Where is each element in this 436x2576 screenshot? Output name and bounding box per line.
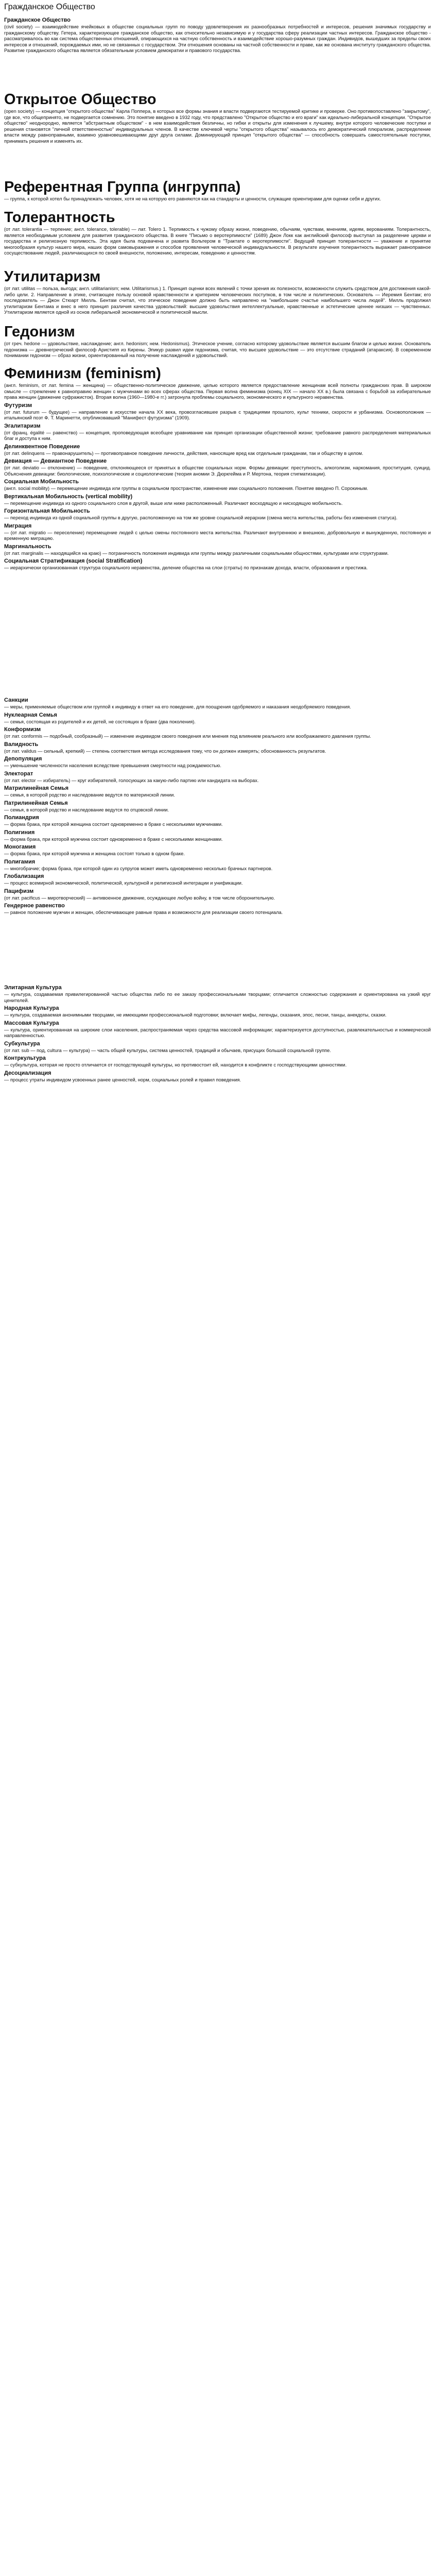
term-heading: Моногамия	[4, 844, 36, 850]
section-4	[0, 268, 436, 325]
section-5	[0, 323, 436, 366]
term-heading: Электорат	[4, 770, 33, 777]
paragraph: — культура, создаваемая привилегированной частью общества либо по ее заказу профессиональными творцами; отличается сложностью содержания и ориентирована на узкий круг ценителей.	[4, 992, 431, 1003]
term-heading: Горизонтальная Мобильность	[4, 508, 90, 514]
paragraph: (от франц. égalité — равенство) — концепция, проповедующая всеобщее уравнивание как принцип организации общественной жизни; требование равного распределения материальных благ и доступа к ним.	[4, 430, 431, 441]
paragraph: — меры, применяемые обществом или группой к индивиду в ответ на его поведение, для поощрения одобряемого и наказания неодобряемого поведения.	[4, 704, 351, 709]
term-heading: Пацифизм	[4, 888, 34, 894]
term-heading: Вертикальная Мобильность (vertical mobility)	[4, 493, 133, 500]
term-heading: Контркультура	[4, 1055, 46, 1061]
paragraph: — переход индивида из одной социальной группы в другую, расположенную на том же уровне социальной иерархии (смена места жительства, работы без изменения статуса).	[4, 515, 398, 520]
paragraph: (open society) — концепция "открытого общества" Карла Поппера, в которых все формы знания и власти подвергаются тестируемой критике и проверке. Оно противопоставлено "закрытому", где все, что общепринято, не подвергается сомнению. Это понятие введено в 1932 году, что представлено "Открытое общество и его враги" как идеально-либеральной концепции. "Открытое общество" неоднородно, является "абстрактным обществом" - в нем взаимодействия безличны, но гибки и открыты для изменения к лучшему, внутри которого человеческие поступки и решения становятся "личной ответственностью" индивидуальных членов. В качестве ключевой черты "открытого общества" называлось его демократический плюрализм, распределение власти между равноправными, взаимно уравновешивающими друг друга силами. Доминирующий принцип "открытого общества" — способность совершать самостоятельные поступки, принимать решения и изменять их.	[4, 109, 431, 144]
term-heading: Субкультура	[4, 1040, 40, 1047]
term-heading: Социальная Мобильность	[4, 479, 79, 485]
paragraph: — культура, ориентированная на широкие слои населения, распространяемая через средства массовой информации; характеризуется доступностью, развлекательностью и коммерческой направленностью.	[4, 1027, 431, 1038]
term-heading: Делинквентное Поведение	[4, 443, 80, 450]
paragraph: (от лат. sub — под, cultura — культура) — часть общей культуры, система ценностей, традиций и обычаев, присущих большой социальной группе.	[4, 1047, 331, 1053]
term-heading: Массовая Культура	[4, 1020, 59, 1026]
term-heading: Санкции	[4, 697, 28, 703]
paragraph: (от лат. validus — сильный, крепкий) — степень соответствия метода исследования тому, что он должен измерять; обоснованность результатов.	[4, 748, 326, 754]
paragraph: (от лат. tolerantia — терпение; англ. tolerance, tolerable) — лат. Tolero 1. Терпимость к чужому образу жизни, поведению, обычаям, чувствам, мнениям, идеям, верованиям. Толерантность, является необходимым условием для развития гражданского общества. В книге "Письмо о веротерпимости" (1689) Джон Локк как английский философ выступал за разделение церкви и государства и религиозную терпимость. Эта идея была подхвачена и развита Вольтером в "Трактате о веротерпимости". Ведущий принцип толерантности — уважение и принятие многообразия культур нашего мира, наших форм самовыражения и способов проявления человеческой индивидуальности. В результате изучения толерантность выражает равноправное сосуществование людей, различающихся по своей внешности, положению, интересам, поведению и ценностям.	[4, 227, 431, 256]
paragraph: (от лат. elector — избиратель) — круг избирателей, голосующих за какую-либо партию или кандидата на выборах.	[4, 777, 259, 783]
section-heading: Толерантность	[4, 209, 115, 226]
section-heading: Утилитаризм	[4, 268, 101, 285]
paragraph: (от лат. conformis — подобный, сообразный) — изменение индивидом своего поведения или мнения под влиянием реального или воображаемого давления группы.	[4, 734, 371, 739]
paragraph: — семья, в которой родство и наследование ведутся по отцовской линии.	[4, 807, 169, 812]
term-heading: Миграция	[4, 522, 32, 529]
term-heading: Элитарная Культура	[4, 985, 62, 991]
term-heading: Футуризм	[4, 402, 32, 409]
paragraph: — форма брака, при которой женщина состоит одновременно в браке с несколькими мужчинами.	[4, 822, 223, 827]
paragraph: — форма брака, при которой мужчина состоит одновременно в браке с несколькими женщинами.	[4, 836, 223, 842]
term-heading: Гражданское Общество	[4, 17, 71, 23]
paragraph: (от лат. utilitas — польза, выгода; англ. utilitarianism; нем. Utilitarismus.) 1. Принцип оценки всех явлений с точки зрения их полезности, возможности служить средством для достижения какой-либо цели. 2. Направление в этике, считающее пользу основой нравственности и критерием человеческих поступков, в том числе и политических. Основатель — Иеремия Бентам; его последователь — Джон Стюарт Милль. Бентам считал, что этическое поведение должно быть направлено на "наибольшее счастье наибольшего числа людей". Милль продолжил утилитаризм Бентама и внес в него принцип различия качества удовольствий: высшие удовольствия интеллектуальные, нравственные и эстетические ценнее низших — чувственных. Утилитаризм является одной из основ либеральной экономической и политической мысли.	[4, 286, 431, 315]
paragraph: (от лат. pacificus — миротворческий) — антивоенное движение, осуждающее любую войну, в том числе оборонительную.	[4, 895, 275, 901]
paragraph: — иерархически организованная структура социального неравенства, деление общества на слои (страты) по признакам дохода, власти, образования и престижа.	[4, 565, 368, 570]
section-6	[0, 365, 436, 699]
section-heading: Гедонизм	[4, 324, 75, 340]
paragraph: — процесс всемирной экономической, политической, культурной и религиозной интеграции и унификации.	[4, 880, 243, 886]
paragraph: — равное положение мужчин и женщин, обеспечивающее равные права и возможности для реализации своего потенциала.	[4, 910, 283, 915]
paragraph: (от лат. futurum — будущее) — направление в искусстве начала XX века, провозгласившее разрыв с традициями прошлого, культ техники, скорости и урбанизма. Основоположник — итальянский поэт Ф. Т. Маринетти, опубликовавший "Манифест футуризма" (1909).	[4, 409, 431, 420]
term-heading: Глобализация	[4, 873, 44, 879]
paragraph: — (от лат. migratio — переселение) перемещение людей с целью смены постоянного места жительства. Различают внутреннюю и внешнюю, добровольную и вынужденную, постоянную и временную миграцию.	[4, 530, 431, 541]
term-heading: Девиация — Девиантное Поведение	[4, 458, 107, 464]
term-heading: Народная Культура	[4, 1005, 59, 1011]
term-heading: Патрилинейная Семья	[4, 800, 68, 806]
term-heading: Эгалитаризм	[4, 422, 41, 429]
paragraph: (от греч. hedone — удовольствие, наслаждение; англ. hedonism; нем. Hedonismus). Этическое учение, согласно которому удовольствие является высшим благом и целью жизни. Основатель гедонизма — древнегреческий философ Аристипп из Кирены. Эпикур развил идеи гедонизма, считая, что высшее удовольствие — это отсутствие страданий (атараксия). В современном понимании гедонизм — образ жизни, ориентированный на получение наслаждений и удовольствий.	[4, 341, 431, 358]
term-heading: Полигамия	[4, 858, 36, 865]
section-8	[0, 984, 436, 1122]
section-heading: Открытое Общество	[4, 91, 156, 108]
paragraph: (от лат. marginalis — находящийся на краю) — пограничность положения индивида или группы между различными социальными общностями, культурами или структурами.	[4, 550, 389, 556]
section-3	[0, 209, 436, 269]
paragraph: — семья, состоящая из родителей и их детей, не состоящих в браке (два поколения).	[4, 719, 196, 724]
paragraph: (англ. social mobility) — перемещение индивида или группы в социальном пространстве, изменение ими социального положения. Понятие введено П. Сорокиным.	[4, 486, 369, 491]
paragraph: — семья, в которой родство и наследование ведутся по материнской линии.	[4, 792, 175, 798]
term-heading: Матрилинейная Семья	[4, 785, 69, 791]
page-title: Гражданское Общество	[4, 3, 95, 11]
paragraph: (от лат. deviatio — отклонение) — поведение, отклоняющееся от принятых в обществе социальных норм. Формы девиации: преступность, алкоголизм, наркомания, проституция, суицид. Объяснения девиации: биологические, психологические и социологические (теория аномии Э. Дюркгейма и Р. Мертона, теория стигматизации).	[4, 465, 431, 477]
term-heading: Гендерное равенство	[4, 903, 65, 909]
term-heading: Валидность	[4, 741, 39, 748]
section-1	[0, 91, 436, 179]
term-heading: Полигиния	[4, 829, 35, 836]
paragraph: — многобрачие; форма брака, при которой один из супругов может иметь одновременно несколько брачных партнеров.	[4, 866, 273, 871]
term-heading: Десоциализация	[4, 1070, 51, 1076]
term-heading: Социальная Стратификация (social Stratification)	[4, 558, 143, 564]
term-heading: Конформизм	[4, 726, 41, 733]
paragraph: — процесс утраты индивидом усвоенных ранее ценностей, норм, социальных ролей и правил поведения.	[4, 1077, 241, 1082]
term-heading: Полиандрия	[4, 815, 39, 821]
paragraph: — группа, к которой хотел бы принадлежать человек, хотя не на которую его равняются как на стандарты и ценности, служащие ориентирами для оценки себя и других.	[4, 196, 381, 201]
section-7	[0, 697, 436, 985]
paragraph: — перемещение индивида из одного социального слоя в другой, выше или ниже расположенный. Различают восходящую и нисходящую мобильность.	[4, 500, 343, 506]
section-0	[0, 16, 436, 93]
paragraph: (от лат. delinquens — правонарушитель) — противоправное поведение личности, действия, наносящие вред как отдельным гражданам, так и обществу в целом.	[4, 450, 363, 456]
paragraph: (англ. feminism, от лат. femina — женщина) — общественно-политическое движение, целью которого является предоставление женщинам всей полноты гражданских прав. В широком смысле — стремление к равноправию женщин с мужчинами во всех сферах общества. Первая волна феминизма (конец XIX — начало XX в.) была связана с борьбой за избирательные права женщин (движение суфражисток). Вторая волна (1960—1980-е гг.) затронула проблемы социального, экономического и культурного неравенства.	[4, 383, 431, 400]
section-heading: Феминизм (feminism)	[4, 365, 161, 382]
paragraph: — культура, создаваемая анонимными творцами, не имеющими профессиональной подготовки; включает мифы, легенды, сказания, эпос, песни, танцы, анекдоты, сказки.	[4, 1012, 387, 1018]
section-2	[0, 178, 436, 210]
paragraph: — субкультура, которая не просто отличается от господствующей культуры, но противостоит ей, находится в конфликте с господствующими ценностями.	[4, 1062, 347, 1067]
section-heading: Референтная Группа (ингруппа)	[4, 179, 241, 195]
paragraph: — форма брака, при которой мужчина и женщина состоят только в одном браке.	[4, 851, 185, 856]
term-heading: Маргинальность	[4, 543, 51, 550]
paragraph: — уменьшение численности населения вследствие превышения смертности над рождаемостью.	[4, 763, 221, 768]
term-heading: Нуклеарная Семья	[4, 711, 57, 718]
paragraph: (civil society) — взаимодействие ячейковых в обществе социальных групп по поводу удовлетворения их разнообразных потребностей и интересов, решения значимых государству и гражданскому обществу. Гетера, характеризующее гражданское общество, как относительно независимую и у государства сферу реализации частных интересов. Гражданское общество - рассматривалось во как система общественных отношений, опирающихся на частную собственность и взаимодействие хорошо-разумных граждан. Индивидов, вышедших за пределы своих интересов и отношений, порождаемых ими, но не связанных с государством. Эти отношения основаны на частной собственности и праве, как же основана институту гражданского общества. Развитие гражданского общества является обязательным условием демократии и правового государства.	[4, 24, 431, 53]
term-heading: Депопуляция	[4, 756, 42, 762]
